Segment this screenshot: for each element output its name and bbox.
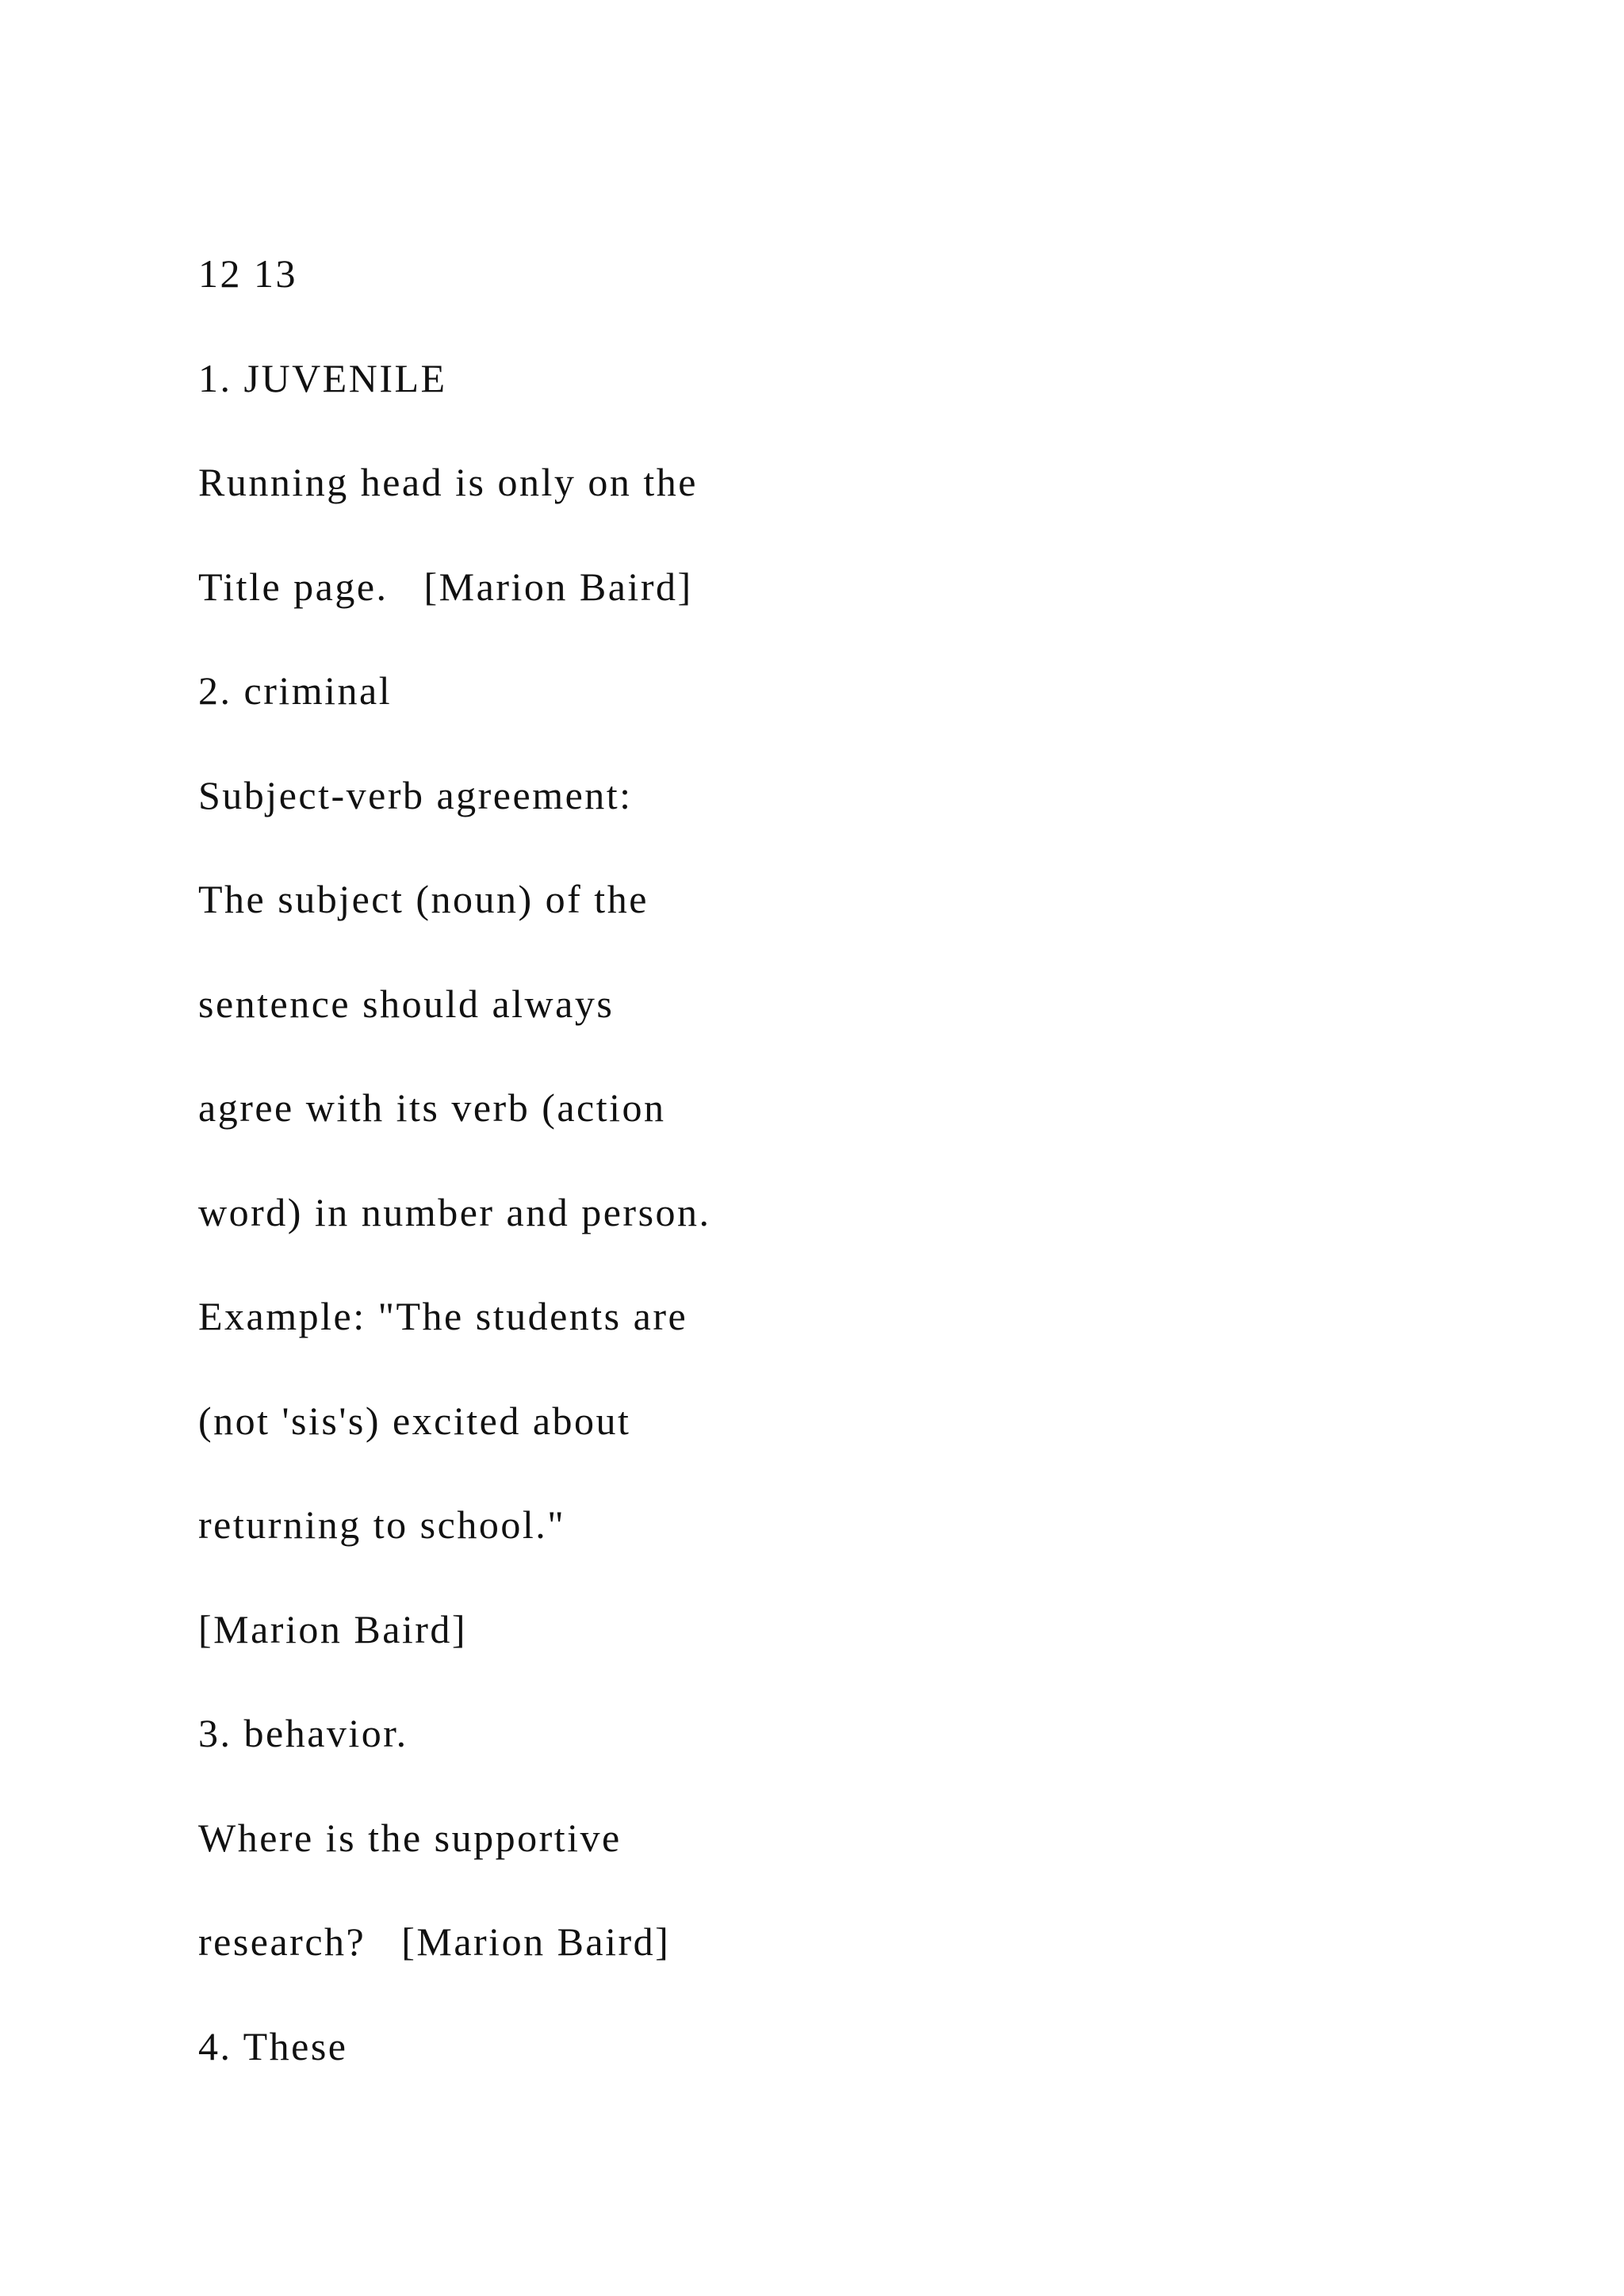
numbered-item-juvenile: 1. JUVENILE xyxy=(198,355,447,400)
page-numbers: 12 13 xyxy=(198,251,297,296)
comment-line: agree with its verb (action xyxy=(198,1085,666,1130)
comment-line: Title page. [Marion Baird] xyxy=(198,564,693,609)
comment-author: [Marion Baird] xyxy=(198,1606,468,1651)
comment-line: The subject (noun) of the xyxy=(198,877,649,921)
comment-line: research? [Marion Baird] xyxy=(198,1919,671,1964)
numbered-item-these: 4. These xyxy=(198,2023,348,2068)
comment-line: sentence should always xyxy=(198,981,615,1026)
comment-line: Running head is only on the xyxy=(198,460,698,504)
numbered-item-behavior: 3. behavior. xyxy=(198,1711,408,1755)
comment-line: (not 'sis's) excited about xyxy=(198,1398,631,1443)
comment-line: Subject-verb agreement: xyxy=(198,772,633,817)
comment-line: word) in number and person. xyxy=(198,1189,711,1234)
document-body xyxy=(198,246,711,2122)
comment-line: Where is the supportive xyxy=(198,1815,622,1860)
numbered-item-criminal: 2. criminal xyxy=(198,668,393,713)
comment-line: returning to school." xyxy=(198,1502,566,1547)
comment-line: Example: "The students are xyxy=(198,1294,688,1338)
